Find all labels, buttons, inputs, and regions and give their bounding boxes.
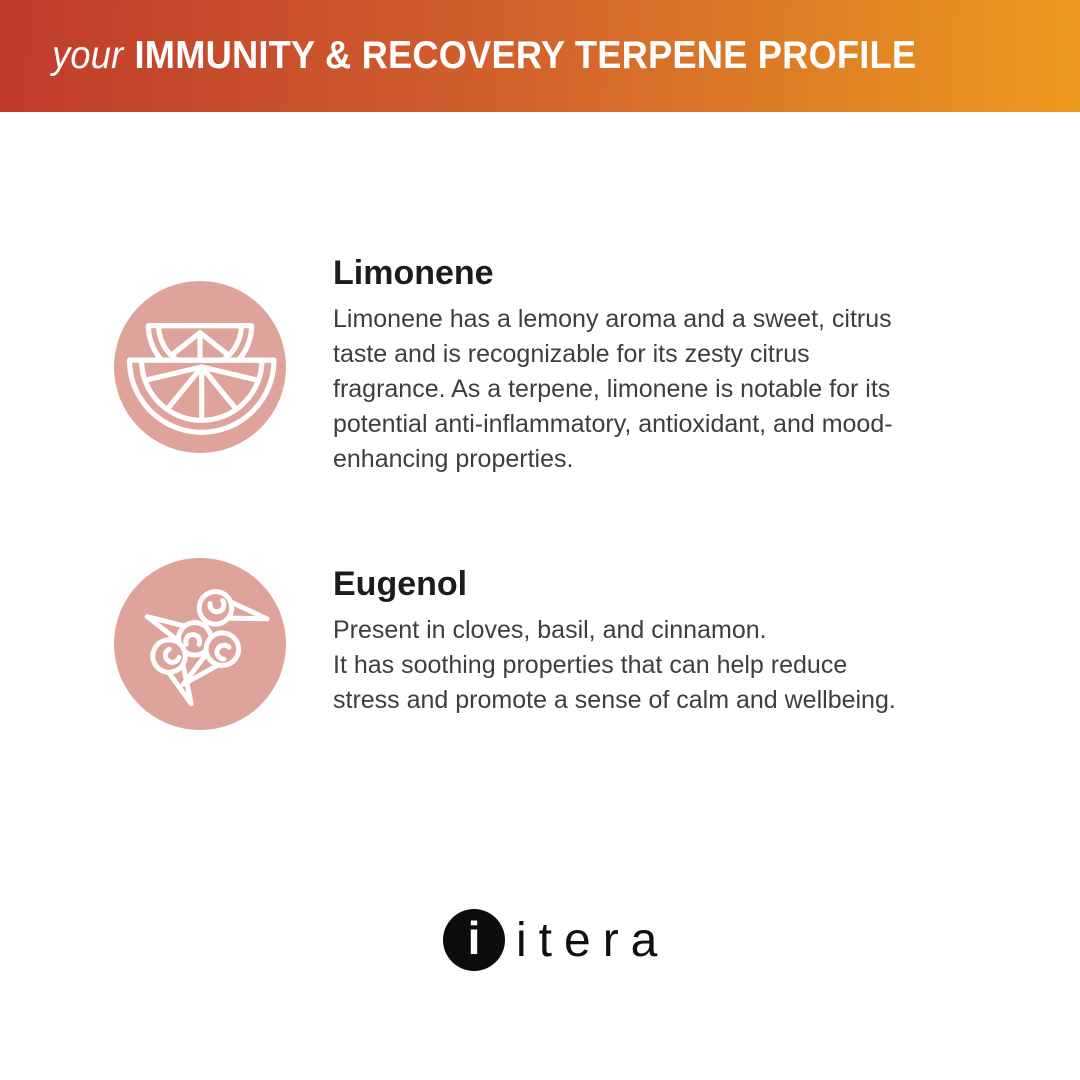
page-title-main: IMMUNITY & RECOVERY TERPENE PROFILE: [134, 34, 917, 77]
cloves-icon: [114, 558, 286, 730]
limonene-description-line: potential anti-inflammatory, antioxidant, and mood-: [333, 410, 893, 438]
eugenol-description: [333, 613, 896, 718]
brand-logo: [443, 908, 669, 972]
limonene-icon-circle: [114, 281, 286, 453]
eugenol-description-line: Present in cloves, basil, and cinnamon.: [333, 616, 767, 644]
brand-logo-mark-icon: [443, 909, 505, 971]
citrus-slices-icon: [114, 281, 286, 453]
limonene-description-line: Limonene has a lemony aroma and a sweet, citrus: [333, 305, 892, 333]
brand-logo-mark-letter: i: [467, 912, 481, 964]
page-title-prefix: your: [52, 34, 124, 77]
page-title: [0, 0, 916, 112]
header-banner: [0, 0, 1080, 112]
limonene-description: [333, 302, 893, 477]
limonene-description-line: fragrance. As a terpene, limonene is notable for its: [333, 375, 891, 403]
eugenol-description-line: It has soothing properties that can help reduce: [333, 651, 848, 679]
limonene-description-line: enhancing properties.: [333, 445, 574, 473]
brand-logo-text: itera: [516, 913, 670, 967]
limonene-title: Limonene: [333, 254, 494, 292]
limonene-description-line: taste and is recognizable for its zesty citrus: [333, 340, 810, 368]
eugenol-description-line: stress and promote a sense of calm and wellbeing.: [333, 686, 896, 714]
eugenol-title: Eugenol: [333, 565, 468, 603]
eugenol-icon-circle: [114, 558, 286, 730]
